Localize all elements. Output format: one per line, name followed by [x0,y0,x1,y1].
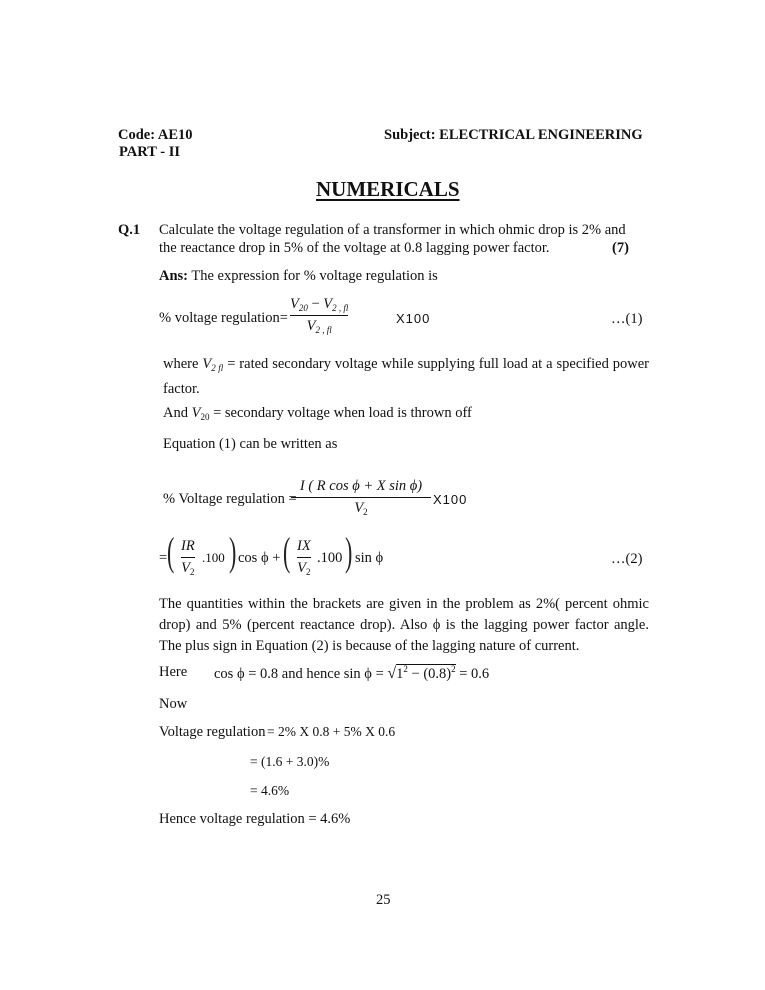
right-paren-2: ) [344,529,353,574]
eq-long-mult: X100 [433,492,468,507]
eq2-f1-sub: 2 [190,567,195,577]
eq1-num-a: V [290,296,299,312]
eq-long-fraction [291,478,431,517]
eq-long-lhs: % Voltage regulation = [163,491,297,507]
where-definition [163,354,649,400]
cos-value: cos ϕ = 0.8 [214,666,279,682]
eq2-equals: = [159,550,168,566]
answer-intro [159,268,438,285]
eq2-f1-num: IR [181,538,195,554]
eq2-f1-tail: .100 [202,550,225,565]
right-paren-1: ) [228,529,237,574]
and-hence-text: and hence [278,666,344,682]
eq2-tag: …(2) [611,551,643,567]
here-equation [214,664,489,683]
eq-long-den-sub: 2 [363,507,368,517]
eq1-lhs: % voltage regulation= [159,310,288,326]
sqrt-body [396,664,455,682]
eq1-minus: − [307,296,324,312]
conclusion-value: = 4.6% [308,811,351,827]
sqrt-sup-a: 2 [403,664,408,674]
where-prefix: where [163,356,203,372]
eq2-sin: sin ϕ [355,550,384,566]
sin-lhs: sin ϕ = [343,666,388,682]
eq1-num-b-sub: 2 , fl [332,303,349,313]
calc-label: Voltage regulation [159,724,266,740]
sqrt-icon: √ [387,665,397,682]
now-label: Now [159,696,188,712]
sqrt-body-a: 1 [396,666,404,682]
fraction-bar [291,497,431,498]
question-text-line2: the reactance drop in 5% of the voltage at 0.8 lagging power factor. [159,240,550,256]
and-sub: 20 [200,412,210,422]
left-paren-1: ( [166,529,175,574]
eq-long-den: V [354,500,364,516]
section-title: NUMERICALS [316,177,460,201]
calc-line3: = 4.6% [250,783,290,798]
conclusion [159,811,350,828]
and-definition [163,405,472,422]
and-text: = secondary voltage when load is thrown off [209,405,472,421]
eq1-fraction [290,296,348,335]
question-marks: (7) [612,240,629,256]
where-sub: 2 fl [211,363,224,373]
and-var: V [191,405,201,421]
eq1-num-a-sub: 20 [298,303,308,313]
answer-intro-text: The expression for % voltage regulation is [188,268,438,284]
sqrt-sup-b: 2 [451,664,456,674]
fraction-bar [297,557,311,558]
calc-line2: = (1.6 + 3.0)% [250,754,330,769]
question-text-line1: Calculate the voltage regulation of a transformer in which ohmic drop is 2% and [159,222,626,238]
here-label: Here [159,664,188,680]
eq2-f2-num: IX [297,538,311,554]
sqrt-body-b: − (0.8) [407,666,452,682]
conclusion-label: Hence voltage regulation [159,811,305,827]
question-number: Q.1 [118,222,141,238]
eq1-num-b: V [323,296,333,312]
eq1-den-sub: 2 , fl [315,325,332,335]
and-prefix: And [163,405,192,421]
eq1-den: V [306,318,316,334]
eq2-f1-den: V [181,560,191,576]
sin-result: = 0.6 [455,666,490,682]
page-number: 25 [376,892,391,908]
fraction-bar [290,315,348,316]
answer-label: Ans: [159,268,189,284]
part-label: PART - II [119,144,180,160]
eq2-f2-tail: .100 [317,550,343,566]
fraction-bar [181,557,195,558]
where-var: V [202,356,212,372]
calc-line1: = 2% X 0.8 + 5% X 0.6 [267,724,396,739]
eq2-cos: cos ϕ + [238,550,281,566]
course-code: Code: AE10 [118,127,193,143]
subject-label: Subject: ELECTRICAL ENGINEERING [384,127,643,143]
explanation-paragraph: The quantities within the brackets are given in the problem as 2%( percent ohmic drop) and 5% (percent reactance drop). Also ϕ is the lagging power factor angle. The plus sign in Equation (2) is because of the lagging nature of current. [159,596,649,654]
eq1-tag: …(1) [611,311,643,327]
equation-rewrite-text: Equation (1) can be written as [163,436,338,452]
eq-long-num: I ( R cos ϕ + X sin ϕ) [299,478,423,494]
where-text: = rated secondary voltage while supplying full load at a specified power factor. [163,356,649,397]
eq2-fraction-2 [297,538,311,577]
eq2-fraction-1 [181,538,195,577]
eq2-f2-den: V [297,560,307,576]
eq1-mult: X100 [396,311,431,326]
left-paren-2: ( [282,529,291,574]
eq2-f2-sub: 2 [306,567,311,577]
